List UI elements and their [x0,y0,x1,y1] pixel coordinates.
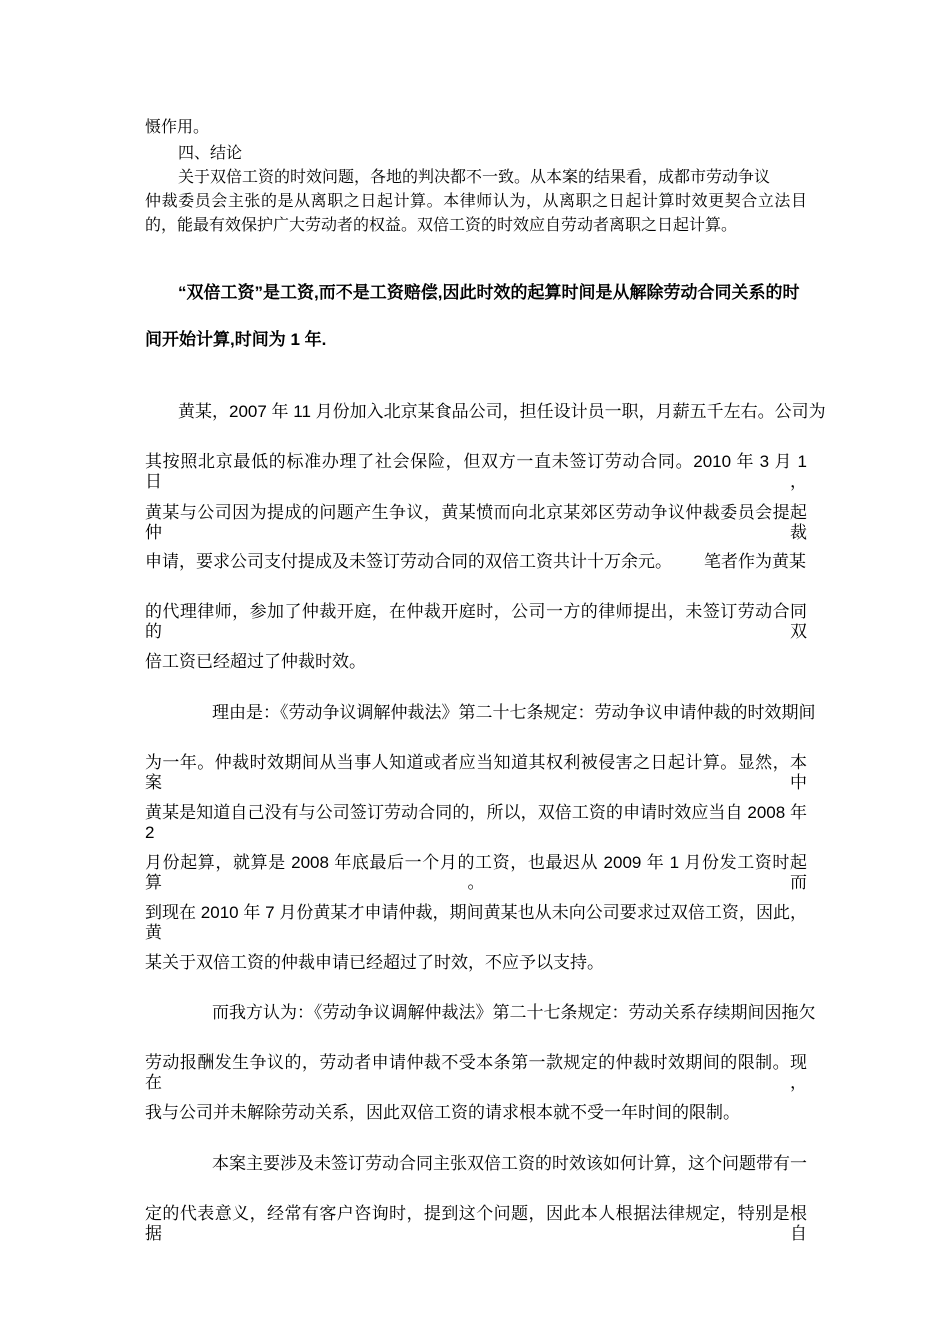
text-line: 为一年。仲裁时效期间从当事人知道或者应当知道其权利被侵害之日起计算。显然，本案中 [145,753,807,792]
text-line: 到现在 2010 年 7 月份黄某才申请仲裁，期间黄某也从未向公司要求过双倍工资，因此，黄 [145,903,807,942]
text-line: 理由是：《劳动争议调解仲裁法》第二十七条规定：劳动争议申请仲裁的时效期间 [212,703,816,722]
text-line: 定的代表意义，经常有客户咨询时，提到这个问题，因此本人根据法律规定，特别是根据自 [145,1204,807,1243]
text-line: 的代理律师，参加了仲裁开庭，在仲裁开庭时，公司一方的律师提出，未签订劳动合同的双 [145,602,807,641]
text-line: 倍工资已经超过了仲裁时效。 [145,652,366,671]
text-line: 黄某是知道自己没有与公司签订劳动合同的，所以，双倍工资的申请时效应当自 2008 年 2 [145,803,807,842]
text-line: 月份起算，就算是 2008 年底最后一个月的工资，也最迟从 2009 年 1 月份发工资时起算。而 [145,853,807,892]
text-line: 某关于双倍工资的仲裁申请已经超过了时效，不应予以支持。 [145,953,604,972]
text-line: 仲裁委员会主张的是从离职之日起计算。本律师认为，从离职之日起计算时效更契合立法目 [145,193,807,210]
text-line: 黄某，2007 年 11 月份加入北京某食品公司，担任设计员一职，月薪五千左右。公司为 [178,402,826,421]
article-title-line-1: “双倍工资”是工资,而不是工资赔偿,因此时效的起算时间是从解除劳动合同关系的时 [178,283,800,302]
text-line: 关于双倍工资的时效问题，各地的判决都不一致。从本案的结果看，成都市劳动争议 [178,169,771,186]
text-line: 笔者作为黄某 [704,552,806,571]
text-line: 而我方认为：《劳动争议调解仲裁法》第二十七条规定：劳动关系存续期间因拖欠 [212,1003,816,1022]
text-line: 慑作用。 [145,119,210,136]
section-heading: 四、结论 [178,145,243,162]
text-line: 其按照北京最低的标准办理了社会保险，但双方一直未签订劳动合同。2010 年 3 月 1 日， [145,452,807,491]
text-line: 黄某与公司因为提成的问题产生争议，黄某愤而向北京某郊区劳动争议仲裁委员会提起仲裁 [145,503,807,542]
text-line: 申请，要求公司支付提成及未签订劳动合同的双倍工资共计十万余元。 [145,552,672,571]
text-line: 劳动报酬发生争议的，劳动者申请仲裁不受本条第一款规定的仲裁时效期间的限制。现在， [145,1053,807,1092]
text-line: 本案主要涉及未签订劳动合同主张双倍工资的时效该如何计算，这个问题带有一 [212,1154,807,1173]
article-title-line-2: 间开始计算,时间为 1 年. [145,330,327,349]
text-line: 的，能最有效保护广大劳动者的权益。双倍工资的时效应自劳动者离职之日起计算。 [145,217,738,234]
text-line: 我与公司并未解除劳动关系，因此双倍工资的请求根本就不受一年时间的限制。 [145,1103,740,1122]
